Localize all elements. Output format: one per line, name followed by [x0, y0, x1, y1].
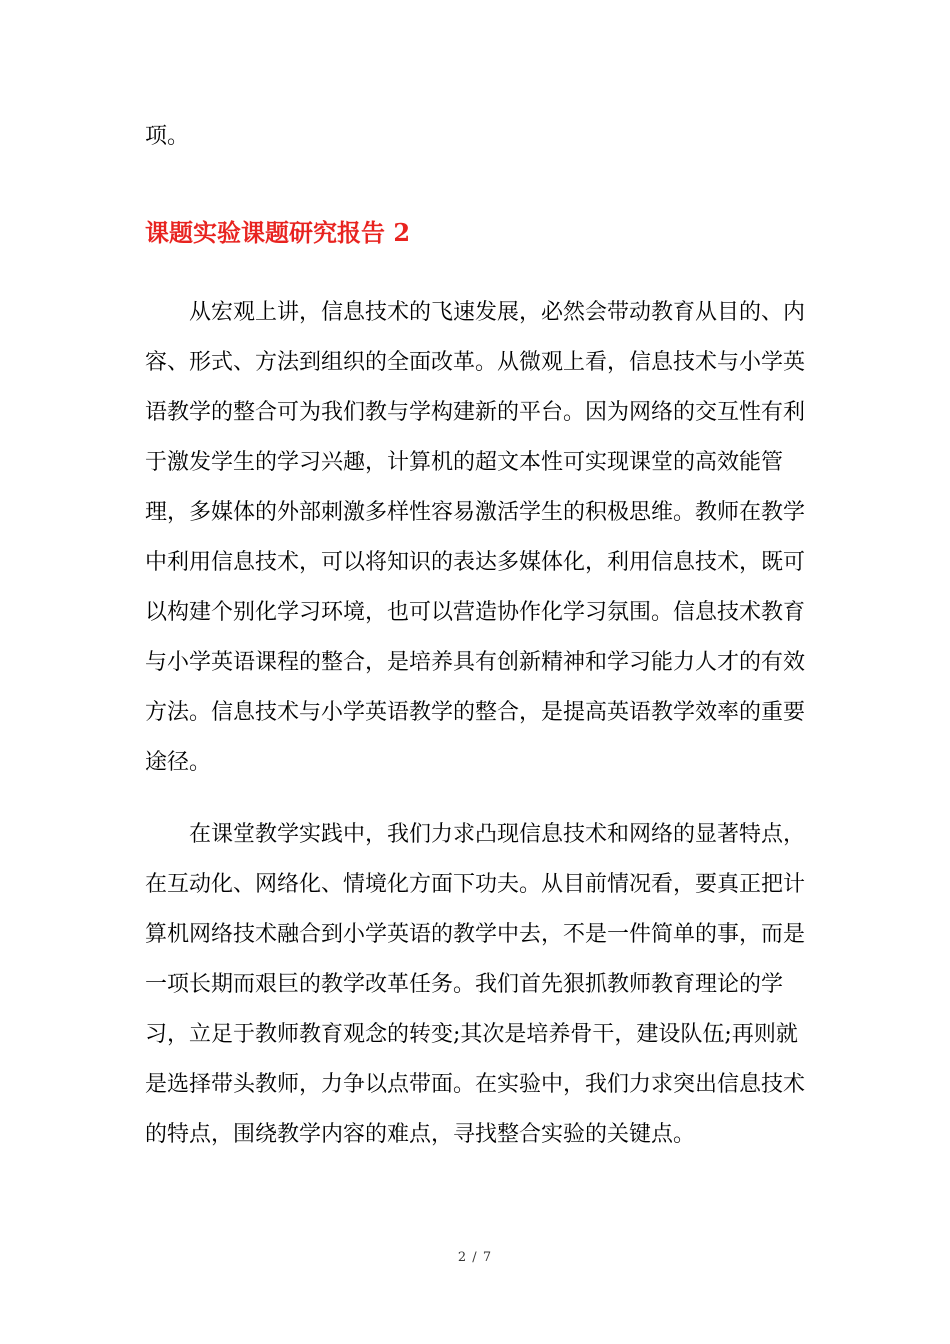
paragraph-line: 从宏观上讲，信息技术的飞速发展，必然会带动教育从目的、内: [189, 300, 806, 325]
paragraph-line: 与小学英语课程的整合，是培养具有创新精神和学习能力人才的有效: [145, 650, 806, 675]
paragraph-line: 于激发学生的学习兴趣，计算机的超文本性可实现课堂的高效能管: [145, 450, 784, 475]
paragraph-line: 算机网络技术融合到小学英语的教学中去，不是一件简单的事，而是: [145, 922, 806, 947]
paragraph-line: 理，多媒体的外部刺激多样性容易激活学生的积极思维。教师在教学: [145, 500, 806, 525]
paragraph-line: 中利用信息技术，可以将知识的表达多媒体化，利用信息技术，既可: [145, 550, 806, 575]
paragraph-line: 语教学的整合可为我们教与学构建新的平台。因为网络的交互性有利: [145, 400, 806, 425]
paragraph-line: 习，立足于教师教育观念的转变;其次是培养骨干，建设队伍;再则就: [145, 1022, 798, 1047]
section-heading: 课题实验课题研究报告 2: [145, 218, 411, 247]
paragraph-1: [145, 288, 810, 788]
paragraph-line: 以构建个别化学习环境，也可以营造协作化学习氛围。信息技术教育: [145, 600, 806, 625]
document-body: [145, 112, 810, 1160]
paragraph-line: 是选择带头教师，力争以点带面。在实验中，我们力求突出信息技术: [145, 1072, 806, 1097]
paragraph-2: [145, 810, 810, 1160]
paragraph-line: 在课堂教学实践中，我们力求凸现信息技术和网络的显著特点，: [189, 822, 806, 847]
paragraph-line: 途径。: [145, 750, 212, 775]
page-number: 2 / 7: [457, 1250, 493, 1265]
continued-text-line: 项。: [145, 124, 190, 149]
paragraph-line: 方法。信息技术与小学英语教学的整合，是提高英语教学效率的重要: [145, 700, 806, 725]
paragraph-line: 容、形式、方法到组织的全面改革。从微观上看，信息技术与小学英: [145, 350, 806, 375]
paragraph-line: 一项长期而艰巨的教学改革任务。我们首先狠抓教师教育理论的学: [145, 972, 784, 997]
paragraph-line: 的特点，围绕教学内容的难点，寻找整合实验的关键点。: [145, 1122, 696, 1147]
paragraph-line: 在互动化、网络化、情境化方面下功夫。从目前情况看，要真正把计: [145, 872, 806, 897]
